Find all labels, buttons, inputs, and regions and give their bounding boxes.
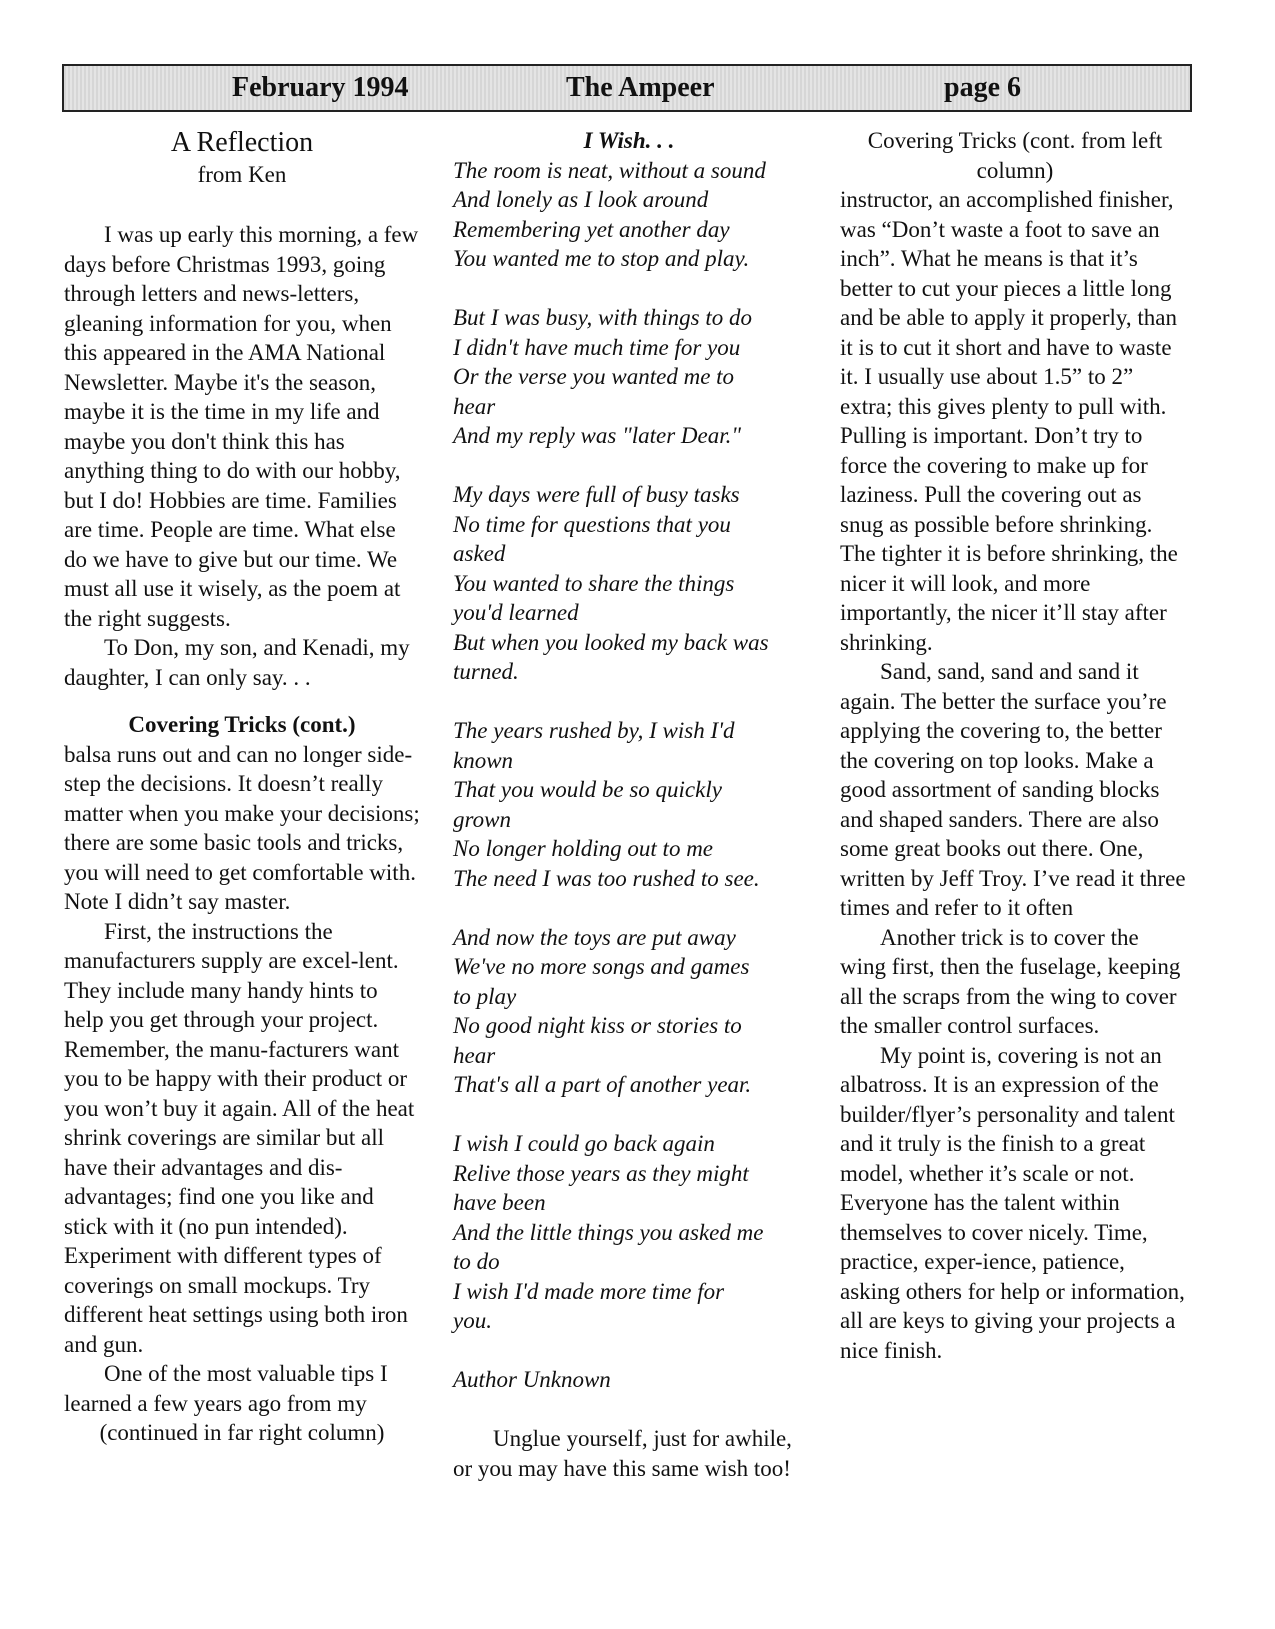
paragraph: To Don, my son, and Kenadi, my daughter, I can only say. . . bbox=[64, 635, 410, 690]
poem-stanza bbox=[453, 1365, 805, 1395]
paragraph: One of the most valuable tips I learned a few years ago from my bbox=[64, 1361, 388, 1416]
poem-line: But when you looked my back was bbox=[453, 629, 769, 655]
poem-line: Or the verse you wanted me to bbox=[453, 364, 735, 389]
poem-line: And my reply was "later Dear." bbox=[453, 423, 742, 448]
article-title: A Reflection bbox=[170, 127, 314, 158]
poem-line: to play bbox=[453, 983, 517, 1009]
poem-line: I wish I'd made more time for bbox=[453, 1278, 725, 1304]
poem-line: The need I was too rushed to see. bbox=[453, 865, 760, 891]
article-byline: from Ken bbox=[197, 162, 287, 187]
poem-line: turned. bbox=[453, 659, 519, 684]
poem-line: Remembering yet another day bbox=[453, 216, 730, 242]
poem-stanza bbox=[453, 716, 805, 893]
poem-body bbox=[453, 156, 805, 1395]
poem-line: to do bbox=[453, 1249, 500, 1274]
poem-line: No time for questions that you bbox=[453, 511, 731, 537]
section-heading: Covering Tricks (cont. from left column) bbox=[867, 128, 1163, 183]
paragraph: First, the instructions the manufacturers supply are excel-lent. They include many handy hints to help you get through your project. Remember, the manu-facturers want you to be happy with their product or you won’t buy it again. All of the heat shrink coverings are similar but all have their advantages and dis-advantages; find one you like and stick with it (no pun intended). Experiment with different types of coverings on small mockups. Try different heat settings using both iron and gun. bbox=[64, 918, 415, 1357]
poem-line: That you would be so quickly bbox=[453, 777, 722, 802]
section-heading: Covering Tricks (cont.) bbox=[128, 712, 356, 737]
poem-stanza bbox=[453, 303, 805, 451]
poem-stanza bbox=[453, 156, 805, 274]
poem-line: Relive those years as they might bbox=[453, 1160, 749, 1186]
poem-stanza bbox=[453, 923, 805, 1100]
poem-line: The years rushed by, I wish I'd bbox=[453, 718, 735, 743]
poem-line: We've no more songs and games bbox=[453, 954, 750, 979]
poem-line: You wanted to share the things bbox=[453, 570, 735, 596]
poem-line: hear bbox=[453, 393, 496, 419]
poem-stanza bbox=[453, 1129, 805, 1336]
poem-line: But I was busy, with things to do bbox=[453, 305, 753, 330]
poem-stanza bbox=[453, 480, 805, 687]
paragraph: I was up early this morning, a few days before Christmas 1993, going through letters and news-letters, gleaning information for you, when this appeared in the AMA National Newsletter. Maybe it's the season, maybe it is the time in my life and maybe you don't think this has anything thing to do with our hobby, but I do! Hobbies are time. Families are time. People are time. What else do we have to give but our time. We must all use it wisely, as the poem at the right suggests. bbox=[64, 222, 419, 631]
poem-line: asked bbox=[453, 541, 506, 566]
poem-line: I wish I could go back again bbox=[453, 1131, 715, 1156]
continued-note: (continued in far right column) bbox=[99, 1420, 385, 1445]
column-middle-poem bbox=[453, 126, 805, 1483]
paragraph: balsa runs out and can no longer side-step the decisions. It doesn’t really matter when you make your decisions; there are some basic tools and tricks, you will need to get comfortable with. Note I didn’t say master. bbox=[64, 741, 420, 914]
poem-line: you'd learned bbox=[453, 600, 579, 625]
column-right bbox=[840, 126, 1190, 1365]
poem-line: I didn't have much time for you bbox=[453, 334, 741, 360]
poem-line: My days were full of busy tasks bbox=[453, 482, 740, 507]
poem-line: You wanted me to stop and play. bbox=[453, 246, 750, 271]
poem-line: No good night kiss or stories to bbox=[453, 1013, 742, 1038]
header-date: February 1994 bbox=[232, 72, 409, 103]
paragraph: Sand, sand, sand and sand it again. The better the surface you’re applying the covering to, the better the covering on top looks. Make a good assortment of sanding blocks and shaped sanders. There are also some great books out there. One, written by Jeff Troy. I’ve read it three times and refer to it often bbox=[840, 659, 1186, 920]
column-left bbox=[64, 126, 420, 1448]
paragraph: Another trick is to cover the wing first, then the fuselage, keeping all the scraps from the wing to cover the smaller control surfaces. bbox=[840, 924, 1181, 1038]
page-header bbox=[62, 64, 1192, 112]
poem-line: And now the toys are put away bbox=[453, 924, 736, 950]
paragraph: instructor, an accomplished finisher, was “Don’t waste a foot to save an inch”. What he means is that it’s better to cut your pieces a little long and be able to apply it properly, than it is to cut it short and have to waste it. I usually use about 1.5” to 2” extra; this gives plenty to pull with. Pulling is important. Don’t try to force the covering to make up for laziness. Pull the covering out as snug as possible before shrinking. The tighter it is before shrinking, the nicer it will look, and more importantly, the nicer it’ll stay after shrinking. bbox=[840, 187, 1178, 655]
poem-line: have been bbox=[453, 1190, 546, 1215]
poem-line: you. bbox=[453, 1308, 492, 1333]
poem-line: known bbox=[453, 747, 514, 773]
poem-line: Author Unknown bbox=[453, 1367, 611, 1392]
poem-line: And the little things you asked me bbox=[453, 1219, 764, 1245]
poem-line: grown bbox=[453, 806, 511, 832]
poem-line: The room is neat, without a sound bbox=[453, 157, 766, 183]
paragraph: My point is, covering is not an albatross. It is an expression of the builder/flyer’s personality and talent and it truly is the finish to a great model, whether it’s scale or not. Everyone has the talent within themselves to cover nicely. Time, practice, exper-ience, patience, asking others for help or information, all are keys to giving your projects a nice finish. bbox=[840, 1042, 1185, 1363]
header-page-number: page 6 bbox=[944, 72, 1021, 103]
poem-closing: Unglue yourself, just for awhile, or you may have this same wish too! bbox=[453, 1426, 792, 1481]
poem-line: hear bbox=[453, 1042, 496, 1068]
poem-line: No longer holding out to me bbox=[453, 836, 714, 861]
poem-line: And lonely as I look around bbox=[453, 187, 709, 212]
poem-title: I Wish. . . bbox=[583, 128, 675, 153]
poem-line: That's all a part of another year. bbox=[453, 1072, 752, 1097]
header-title: The Ampeer bbox=[566, 72, 715, 103]
